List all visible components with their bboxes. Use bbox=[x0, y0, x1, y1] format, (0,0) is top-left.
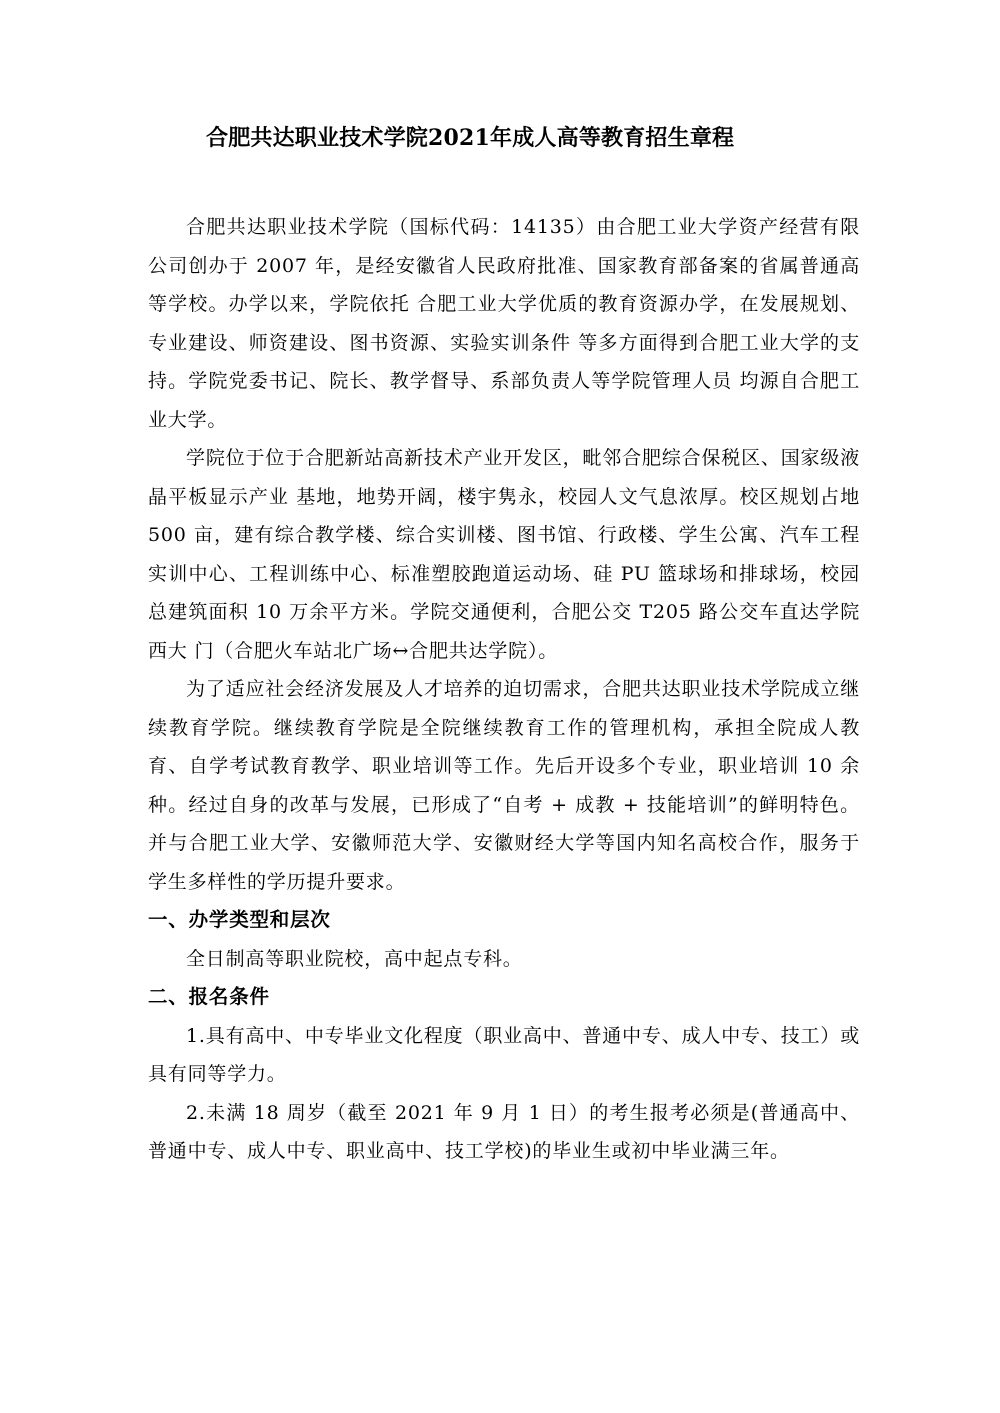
section-heading-school-type: 一、办学类型和层次 bbox=[148, 908, 331, 931]
eligibility-item-1: 1.具有高中、中专毕业文化程度（职业高中、普通中专、成人中专、技工）或具有同等学力。 bbox=[148, 1024, 860, 1085]
intro-paragraph-2: 学院位于位于合肥新站高新技术产业开发区，毗邻合肥综合保税区、国家级液晶平板显示产业 基地，地势开阔，楼宇隽永，校园人文气息浓厚。校区规划占地 500 亩，建有综合教学楼、综合实训楼、图书馆、行政楼、学生公寓、汽车工程实训中心、工程训练中心、标准塑胶跑道运动场、硅 PU 篮球场和排球场，校园总建筑面积 10 万余平方米。学院交通便利，合肥公交 T205 路公交车直达学院西大 门（合肥火车站北广场↔合肥共达学院）。 bbox=[148, 447, 860, 662]
section-paragraph-school-type: 全日制高等职业院校，高中起点专科。 bbox=[186, 947, 523, 970]
intro-paragraph-1: 合肥共达职业技术学院（国标代码：14135）由合肥工业大学资产经营有限公司创办于 2007 年，是经安徽省人民政府批准、国家教育部备案的省属普通高等学校。办学以来，学院依托 合肥工业大学优质的教育资源办学，在发展规划、专业建设、师资建设、图书资源、实验实训条件 等多方面得到合肥工业大学的支持。学院党委书记、院长、教学督导、系部负责人等学院管理人员 均源自合肥工业大学。 bbox=[148, 216, 860, 431]
document-page bbox=[148, 118, 860, 1171]
document-title: 合肥共达职业技术学院2021年成人高等教育招生章程 bbox=[206, 125, 735, 151]
eligibility-item-2: 2.未满 18 周岁（截至 2021 年 9 月 1 日）的考生报考必须是(普通高中、普通中专、成人中专、职业高中、技工学校)的毕业生或初中毕业满三年。 bbox=[148, 1101, 860, 1162]
section-heading-eligibility: 二、报名条件 bbox=[148, 985, 270, 1008]
intro-paragraph-3: 为了适应社会经济发展及人才培养的迫切需求，合肥共达职业技术学院成立继续教育学院。继续教育学院是全院继续教育工作的管理机构，承担全院成人教育、自学考试教育教学、职业培训等工作。先后开设多个专业，职业培训 10 余种。经过自身的改革与发展，已形成了“自考 + 成教 + 技能培训”的鲜明特色。并与合肥工业大学、安徽师范大学、安徽财经大学等国内知名高校合作，服务于学生多样性的学历提升要求。 bbox=[148, 678, 860, 893]
